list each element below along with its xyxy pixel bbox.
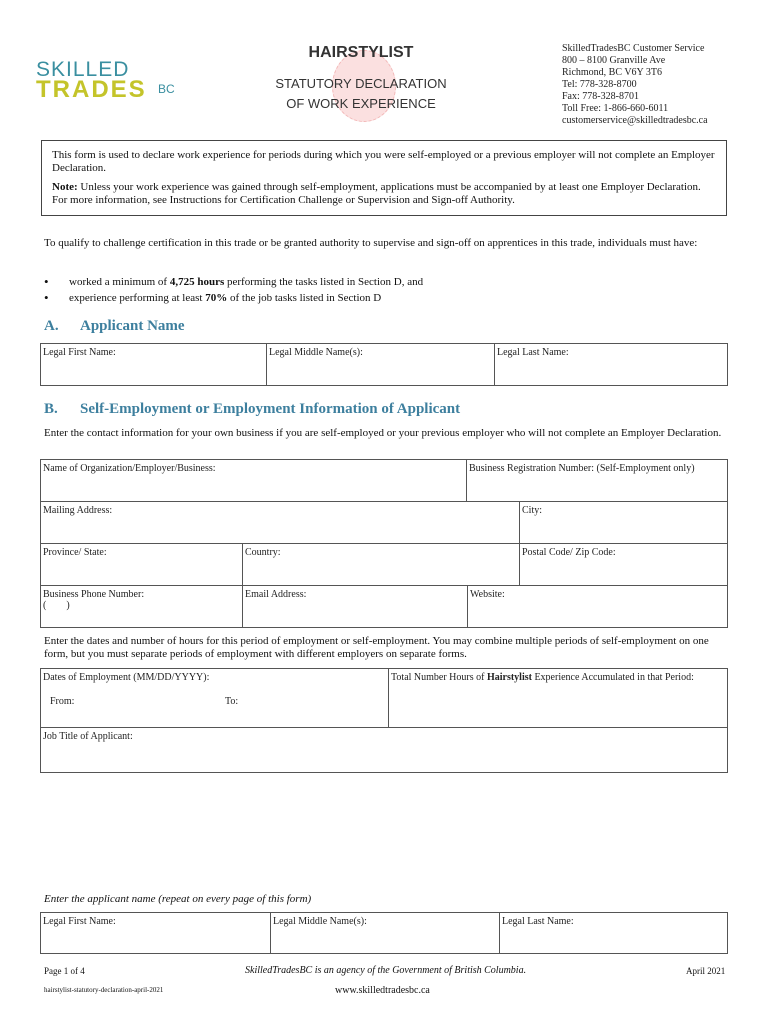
title-line-1: STATUTORY DECLARATION xyxy=(275,76,447,91)
field-label: Legal First Name: xyxy=(43,347,116,358)
job-title-field[interactable] xyxy=(40,727,728,773)
contact-address-1: 800 – 8100 Granville Ave xyxy=(562,55,666,66)
field-label: Business Registration Number: (Self-Employment only) xyxy=(469,463,695,474)
postal-code-field[interactable] xyxy=(519,543,728,586)
logo-text-bc: BC xyxy=(158,82,175,96)
form-title xyxy=(256,44,466,114)
repeat-legal-middle-name-field[interactable] xyxy=(270,912,500,954)
total-hours-field[interactable] xyxy=(388,668,728,728)
contact-tel: Tel: 778-328-8700 xyxy=(562,79,637,90)
list-item xyxy=(44,274,724,290)
title-line-2: OF WORK EXPERIENCE xyxy=(286,96,436,111)
dates-intro: Enter the dates and number of hours for this period of employment or self-employment. You may combine multiple periods of self-employment on one form, but you must separate periods of employment with different employers on separate forms. xyxy=(44,635,709,660)
repeat-legal-last-name-field[interactable] xyxy=(499,912,728,954)
field-label: Legal Middle Name(s): xyxy=(269,347,363,358)
field-label: Legal Last Name: xyxy=(497,347,569,358)
contact-block xyxy=(562,43,708,127)
revision-date: April 2021 xyxy=(686,966,726,976)
contact-fax: Fax: 778-328-8701 xyxy=(562,91,639,102)
bullet-bold: 4,725 hours xyxy=(169,276,225,288)
repeat-legal-first-name-field[interactable] xyxy=(40,912,271,954)
legal-middle-name-field[interactable] xyxy=(266,343,495,386)
business-registration-field[interactable] xyxy=(466,459,728,502)
contact-email[interactable]: customerservice@skilledtradesbc.ca xyxy=(562,115,708,126)
city-field[interactable] xyxy=(519,501,728,544)
field-label-bold: Hairstylist xyxy=(486,672,532,683)
contact-name: SkilledTradesBC Customer Service xyxy=(562,43,705,54)
field-label: Mailing Address: xyxy=(43,505,113,516)
website-field[interactable] xyxy=(467,585,728,628)
contact-address-2: Richmond, BC V6Y 3T6 xyxy=(562,67,663,78)
section-b-intro: Enter the contact information for your own business if you are self-employed or your previous employer who will not complete an Employer Declaration. xyxy=(44,427,722,439)
business-phone-field[interactable] xyxy=(40,585,243,628)
qualification-list xyxy=(44,274,724,306)
note-label: Note: xyxy=(52,181,78,193)
notice-box xyxy=(41,140,727,216)
legal-last-name-field[interactable] xyxy=(494,343,728,386)
legal-first-name-field[interactable] xyxy=(40,343,267,386)
title-trade: HAIRSTYLIST xyxy=(308,44,414,61)
title-subtitle xyxy=(256,74,466,114)
logo-text-skilled: SKILLED xyxy=(36,58,130,81)
bullet-text: of the job tasks listed in Section D xyxy=(227,292,382,304)
file-name: hairstylist-statutory-declaration-april-2021 xyxy=(44,986,164,994)
field-label: Experience Accumulated in that Period: xyxy=(531,672,694,683)
list-item xyxy=(44,290,724,306)
field-label: Name of Organization/Employer/Business: xyxy=(43,463,216,474)
repeat-name-note: Enter the applicant name (repeat on every page of this form) xyxy=(44,893,312,905)
section-letter: A. xyxy=(44,318,59,334)
section-letter: B. xyxy=(44,401,58,417)
field-label: Website: xyxy=(470,589,505,600)
field-label: Legal First Name: xyxy=(43,916,116,927)
dates-of-employment-field[interactable] xyxy=(40,668,389,728)
logo-text-trades: TRADES xyxy=(36,76,147,103)
country-field[interactable] xyxy=(242,543,520,586)
field-label: Dates of Employment (MM/DD/YYYY): xyxy=(43,672,210,683)
field-label: Job Title of Applicant: xyxy=(43,731,133,742)
field-label: Email Address: xyxy=(245,589,307,600)
field-label: Total Number Hours of xyxy=(391,672,487,683)
from-date-label: From: xyxy=(50,696,75,707)
field-label: Legal Last Name: xyxy=(502,916,574,927)
contact-tollfree: Toll Free: 1-866-660-6011 xyxy=(562,103,669,114)
field-label: Postal Code/ Zip Code: xyxy=(522,547,616,558)
organization-name-field[interactable] xyxy=(40,459,467,502)
notice-text: This form is used to declare work experience for periods during which you were self-employed or a previous employer will not complete an Employer Declaration. xyxy=(52,149,715,174)
phone-area-code-parens: ( ) xyxy=(43,600,70,611)
qualification-intro: To qualify to challenge certification in this trade or be granted authority to supervise and sign-off on apprentices in this trade, individuals must have: xyxy=(44,237,698,249)
page-number: Page 1 of 4 xyxy=(44,966,85,976)
mailing-address-field[interactable] xyxy=(40,501,520,544)
notice-note xyxy=(52,181,716,207)
bullet-bold: 70% xyxy=(205,292,228,304)
field-label: City: xyxy=(522,505,543,516)
field-label: Province/ State: xyxy=(43,547,107,558)
agency-statement: SkilledTradesBC is an agency of the Government of British Columbia. xyxy=(245,965,527,976)
field-label: Business Phone Number: xyxy=(43,589,145,600)
field-label: Legal Middle Name(s): xyxy=(273,916,367,927)
bullet-text: worked a minimum of xyxy=(69,276,170,288)
bullet-text: performing the tasks listed in Section D, and xyxy=(224,276,424,288)
email-address-field[interactable] xyxy=(242,585,468,628)
section-a-heading xyxy=(44,318,185,335)
province-field[interactable] xyxy=(40,543,243,586)
section-title: Self-Employment or Employment Information of Applicant xyxy=(80,401,461,417)
field-label: Country: xyxy=(245,547,281,558)
footer-website-link[interactable]: www.skilledtradesbc.ca xyxy=(335,985,430,996)
section-title: Applicant Name xyxy=(80,318,185,334)
section-b-heading xyxy=(44,401,460,418)
note-text: Unless your work experience was gained through self-employment, applications must be accompanied by at least one Employer Declaration. For more information, see Instructions for Certification Challenge or Supervision and Sign-off Authority. xyxy=(52,181,701,206)
skilledtrades-logo xyxy=(36,60,196,104)
to-date-label: To: xyxy=(225,696,239,707)
bullet-text: experience performing at least xyxy=(69,292,206,304)
